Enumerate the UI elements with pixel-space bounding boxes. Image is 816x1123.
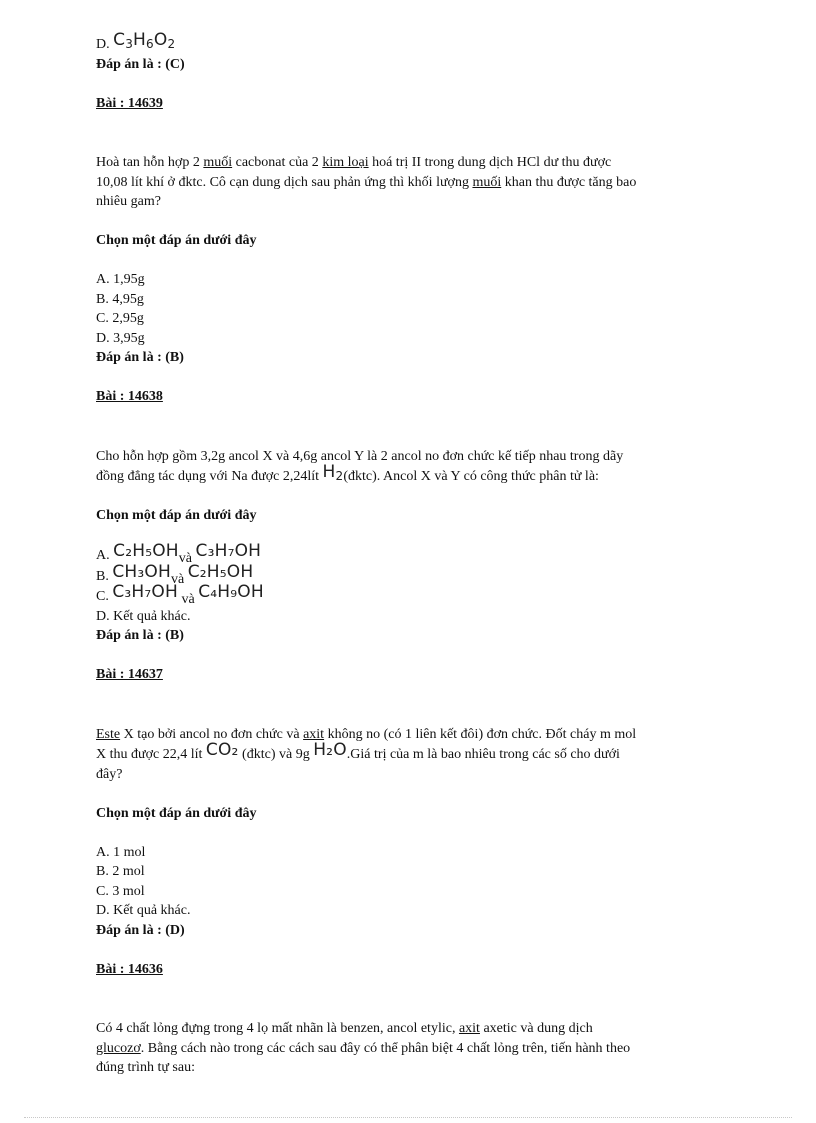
chemical-formula: $H_2$ xyxy=(322,462,344,483)
link-muoi[interactable]: muối xyxy=(203,155,233,170)
option-c: C. C₃H₇OH và C₄H₉OH xyxy=(96,582,264,607)
chemical-formula: H₂O xyxy=(313,740,347,760)
answer-line: Đáp án là : (B) xyxy=(96,350,184,365)
option-a: A. 1 mol xyxy=(96,844,146,860)
question-title: Bài : 14639 xyxy=(96,95,163,111)
chemical-formula: C₂H₅OH xyxy=(113,541,179,561)
chemical-formula: C₂H₅OH xyxy=(187,561,254,582)
chemical-formula: C₄H₉OH xyxy=(198,582,264,602)
choose-prompt: Chọn một đáp án dưới đây xyxy=(96,233,257,248)
answer-line: Đáp án là : (C) xyxy=(96,56,185,72)
chemical-formula: C₃H₇OH xyxy=(195,541,262,561)
link-kim-loai[interactable]: kim loại xyxy=(322,155,369,170)
choose-prompt: Chọn một đáp án dưới đây xyxy=(96,508,257,523)
option-a: A. 1,95g xyxy=(96,272,145,287)
option-b: B. 2 mol xyxy=(96,864,145,879)
document-page xyxy=(96,30,726,1078)
chemical-formula: CO₂ xyxy=(205,740,239,760)
question-text: Este X tạo bởi ancol no đơn chức và axit không no (có 1 liên kết đôi) đơn chức. Đốt cháy m mol X thu được 22,4 lít CO₂ (đktc) và 9g H₂O.Giá trị của m là bao nhiêu trong các số cho dưới đây? xyxy=(96,726,637,782)
question-title: Bài : 14637 xyxy=(96,667,163,682)
option-d-line xyxy=(96,30,726,55)
question-text: Cho hỗn hợp gồm 3,2g ancol X và 4,6g ancol Y là 2 ancol no đơn chức kế tiếp nhau trong dãy đồng đẳng tác dụng với Na được 2,24lít $H_2(đktc)$. Ancol X và Y có công thức phân tử là: xyxy=(96,448,624,484)
link-axit[interactable]: axit xyxy=(458,1021,480,1036)
option-c: C. 2,95g xyxy=(96,311,144,326)
answer-line: Đáp án là : (D) xyxy=(96,922,185,938)
option-d: D. Kết quả khác. xyxy=(96,903,191,918)
answer-line: Đáp án là : (B) xyxy=(96,628,184,643)
question-title: Bài : 14638 xyxy=(96,389,163,404)
choose-prompt: Chọn một đáp án dưới đây xyxy=(96,805,257,821)
chemical-formula: CH₃OH xyxy=(112,561,171,582)
option-c: C. 3 mol xyxy=(96,883,145,899)
link-axit[interactable]: axit xyxy=(303,726,325,742)
question-text: Có 4 chất lỏng đựng trong 4 lọ mất nhãn là benzen, ancol etylic, axit axetic và dung dịch glucozơ. Bằng cách nào trong các cách sau đây có thể phân biệt 4 chất lỏng trên, tiến hành theo đúng trình tự sau: xyxy=(96,1021,631,1075)
link-este[interactable]: Este xyxy=(96,726,121,742)
chemical-formula: C₃H₇OH xyxy=(112,582,178,602)
page-bottom-rule xyxy=(24,1117,792,1118)
question-title: Bài : 14636 xyxy=(96,961,163,977)
option-b: B. CH₃OHvà C₂H₅OH xyxy=(96,561,254,587)
question-text: Hoà tan hỗn hợp 2 muối cacbonat của 2 kim loại hoá trị II trong dung dịch HCl dư thu được 10,08 lít khí ở đktc. Cô cạn dung dịch sau phản ứng thì khối lượng muối khan thu được tăng bao nhiêu gam? xyxy=(96,155,637,209)
link-glucozo[interactable]: glucozơ xyxy=(96,1040,141,1056)
option-a: A. C₂H₅OHvà C₃H₇OH xyxy=(96,541,262,566)
option-d: D. Kết quả khác. xyxy=(96,608,191,624)
chemical-formula: $C_3H_6O_2$ xyxy=(113,30,176,51)
option-b: B. 4,95g xyxy=(96,291,144,307)
option-label: D. xyxy=(96,37,110,52)
option-d: D. 3,95g xyxy=(96,330,145,346)
link-muoi[interactable]: muối xyxy=(472,174,502,190)
